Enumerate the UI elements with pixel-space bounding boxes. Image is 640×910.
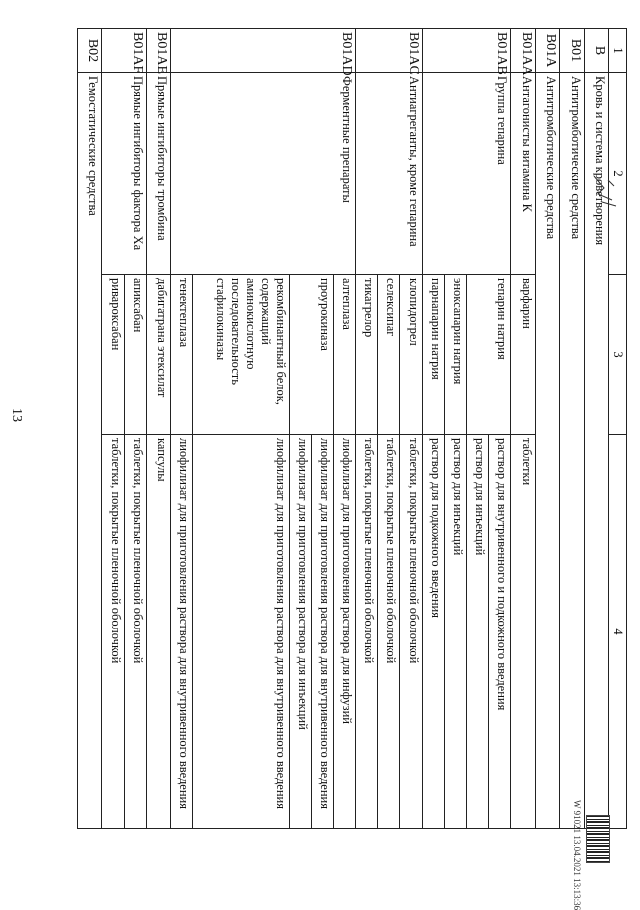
table-row — [146, 29, 170, 829]
drug-name: проурокиназа — [289, 275, 333, 435]
dosage-form: раствор для инъекций — [467, 435, 489, 829]
group-name: Кровь и система кроветворения — [584, 73, 608, 829]
atc-code: B01AD — [171, 29, 356, 73]
atc-code: B01AE — [146, 29, 170, 73]
table-row — [560, 29, 584, 829]
atc-code: B — [584, 29, 608, 73]
dosage-form: таблетки, покрытые пленочной оболочкой — [400, 435, 422, 829]
dosage-form: лиофилизат для приготовления раствора для инъекций — [289, 435, 311, 829]
drug-name: алтеплаза — [333, 275, 355, 435]
group-name: Антиагреганты, кроме гепарина — [356, 73, 423, 275]
group-name: Антитромботические средства — [560, 73, 584, 829]
column-header-2: 2 — [609, 73, 627, 275]
drug-name: дабигатрана этексилат — [146, 275, 170, 435]
group-name: Прямые ингибиторы тромбина — [146, 73, 170, 275]
drug-name: эноксапарин натрия — [444, 275, 466, 435]
table-row — [511, 29, 535, 829]
drug-name: парнапарин натрия — [422, 275, 444, 435]
table-row — [124, 29, 146, 829]
atc-code: B01AA — [511, 29, 535, 73]
drug-name: апиксабан — [124, 275, 146, 435]
group-name: Антитромботические средства — [535, 73, 559, 829]
atc-code: B01A — [535, 29, 559, 73]
atc-code: B01AF — [102, 29, 146, 73]
dosage-form: раствор для подкожного введения — [422, 435, 444, 829]
table-row — [333, 29, 355, 829]
dosage-form: таблетки, покрытые пленочной оболочкой — [124, 435, 146, 829]
dosage-form: лиофилизат для приготовления раствора для внутривенного введения — [193, 435, 289, 829]
dosage-form: таблетки, покрытые пленочной оболочкой — [356, 435, 378, 829]
dosage-form: таблетки, покрытые пленочной оболочкой — [102, 435, 124, 829]
dosage-form: таблетки — [511, 435, 535, 829]
atc-code: B02 — [78, 29, 102, 73]
table-row — [489, 29, 511, 829]
drug-name: тикагрелор — [356, 275, 378, 435]
group-name: Антагонисты витамина К — [511, 73, 535, 275]
drug-name: клопидогрел — [400, 275, 422, 435]
drug-name: варфарин — [511, 275, 535, 435]
group-name: Группа гепарина — [422, 73, 511, 275]
drug-name: селексипаг — [378, 275, 400, 435]
barcode-icon — [586, 815, 610, 863]
table-header-row — [609, 29, 627, 829]
column-header-1: 1 — [609, 29, 627, 73]
dosage-form: капсулы — [146, 435, 170, 829]
table-row — [584, 29, 608, 829]
dosage-form: лиофилизат для приготовления раствора для внутривенного введения — [311, 435, 333, 829]
table-row — [400, 29, 422, 829]
table-row — [78, 29, 102, 829]
column-header-3: 3 — [609, 275, 627, 435]
drug-name: тенектеплаза — [171, 275, 193, 435]
rotated-table-wrapper — [77, 28, 627, 828]
drug-name: гепарин натрия — [467, 275, 511, 435]
atc-code: B01 — [560, 29, 584, 73]
dosage-form: лиофилизат для приготовления раствора для инфузий — [333, 435, 355, 829]
drug-name: ривароксабан — [102, 275, 124, 435]
document-stamp: W 91021 13.04.2021 13:13:36 — [572, 800, 582, 910]
group-name: Прямые ингибиторы фактора Xa — [102, 73, 146, 275]
signature-mark — [590, 170, 620, 210]
dosage-form: лиофилизат для приготовления раствора для внутривенного введения — [171, 435, 193, 829]
table-row — [535, 29, 559, 829]
atc-code: B01AB — [422, 29, 511, 73]
column-header-4: 4 — [609, 435, 627, 829]
drug-name: рекомбинантный белок, содержащий аминокислотную последовательность стафилокиназы — [193, 275, 289, 435]
atc-code: B01AC — [356, 29, 423, 73]
page-number: 13 — [9, 408, 24, 422]
dosage-form: раствор для внутривенного и подкожного введения — [489, 435, 511, 829]
dosage-form: раствор для инъекций — [444, 435, 466, 829]
medication-table — [77, 28, 627, 829]
dosage-form: таблетки, покрытые пленочной оболочкой — [378, 435, 400, 829]
group-name: Гемостатические средства — [78, 73, 102, 829]
group-name: Ферментные препараты — [171, 73, 356, 275]
